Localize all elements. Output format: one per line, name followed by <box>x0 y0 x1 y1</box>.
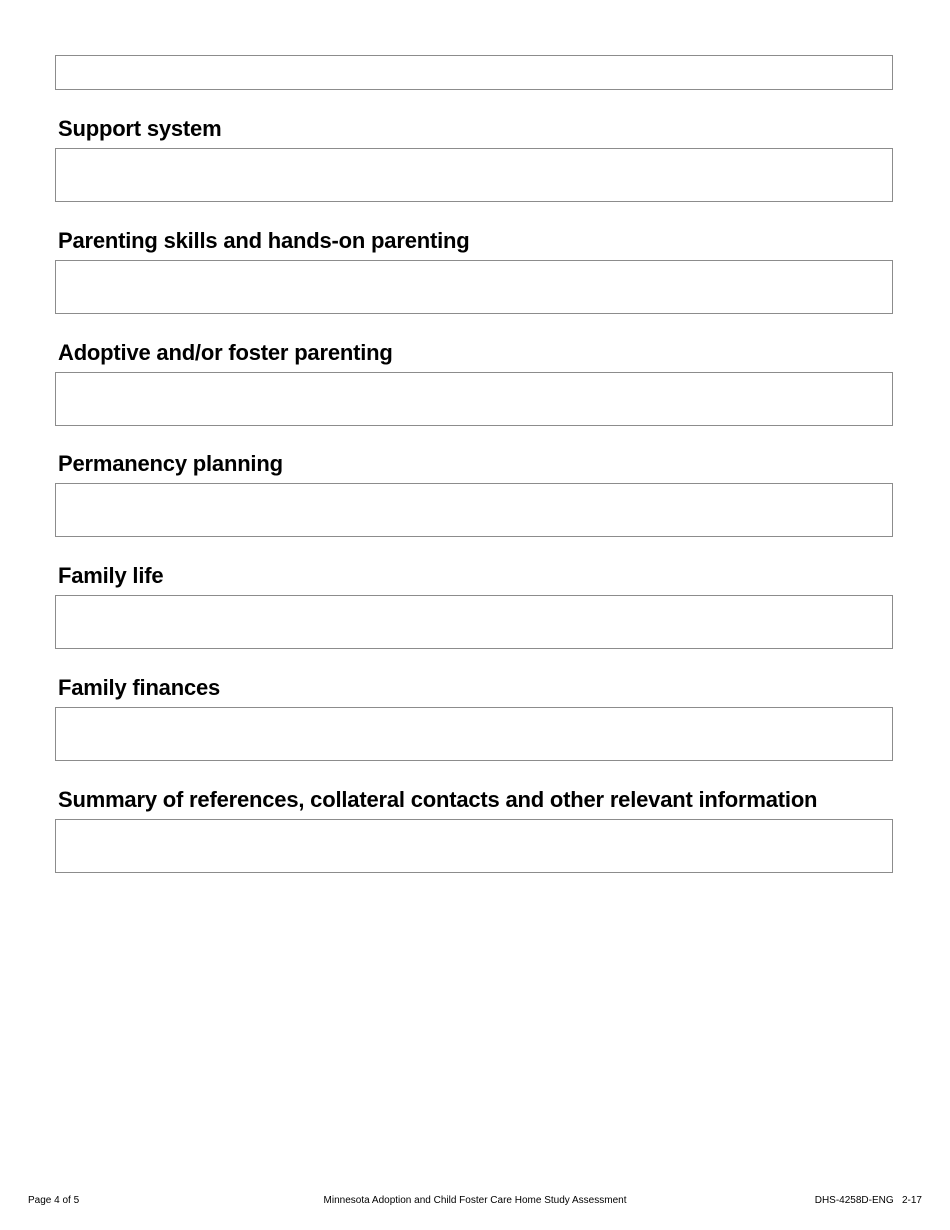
summary-references-heading: Summary of references, collateral contacts and other relevant information <box>58 787 818 812</box>
family-life-heading: Family life <box>58 563 164 588</box>
summary-references-field[interactable] <box>55 819 893 873</box>
form-id: DHS-4258D-ENG 2-17 <box>814 1195 922 1206</box>
support-system-heading: Support system <box>58 116 222 141</box>
family-finances-field[interactable] <box>55 707 893 761</box>
adoptive-foster-parenting-field[interactable] <box>55 372 893 426</box>
parenting-skills-field[interactable] <box>55 260 893 314</box>
previous-section-field[interactable] <box>55 55 893 90</box>
parenting-skills-heading: Parenting skills and hands-on parenting <box>58 228 470 253</box>
page-number: Page 4 of 5 <box>28 1195 80 1206</box>
permanency-planning-field[interactable] <box>55 483 893 537</box>
form-title: Minnesota Adoption and Child Foster Care Home Study Assessment <box>323 1195 627 1206</box>
support-system-field[interactable] <box>55 148 893 202</box>
permanency-planning-heading: Permanency planning <box>58 451 283 476</box>
adoptive-foster-parenting-heading: Adoptive and/or foster parenting <box>58 340 393 365</box>
family-finances-heading: Family finances <box>58 675 221 700</box>
family-life-field[interactable] <box>55 595 893 649</box>
